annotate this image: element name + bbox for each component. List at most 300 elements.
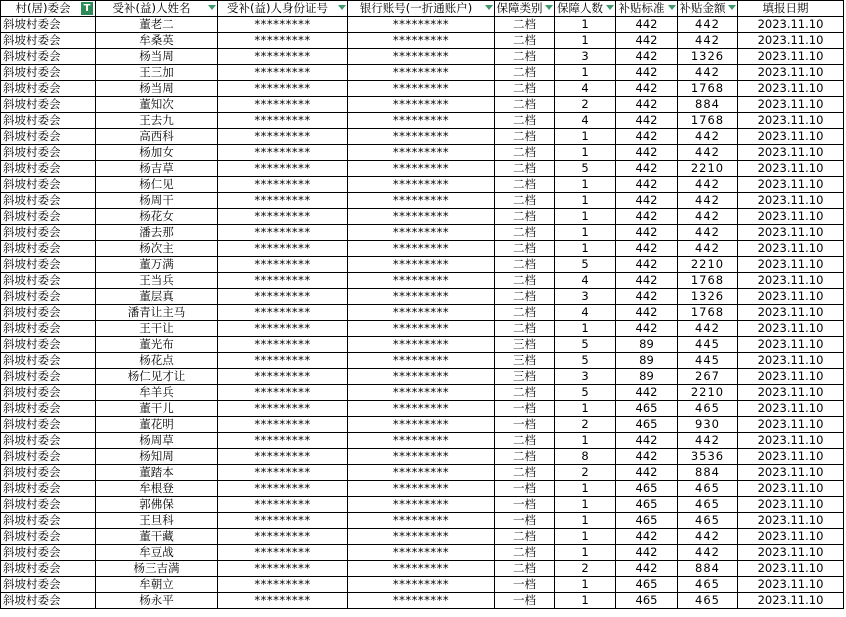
table-cell[interactable]: ********* — [218, 529, 348, 545]
table-cell[interactable]: 斜坡村委会 — [1, 33, 96, 49]
table-cell[interactable]: 5 — [555, 353, 616, 369]
table-cell[interactable]: 2023.11.10 — [738, 209, 844, 225]
table-cell[interactable]: 2023.11.10 — [738, 65, 844, 81]
chevron-down-icon[interactable] — [338, 5, 346, 10]
table-cell[interactable]: 1 — [555, 241, 616, 257]
table-cell[interactable]: 442 — [678, 33, 738, 49]
table-cell[interactable]: 442 — [678, 17, 738, 33]
table-cell[interactable]: ********* — [348, 81, 495, 97]
table-cell[interactable]: ********* — [218, 401, 348, 417]
table-cell[interactable]: ********* — [348, 337, 495, 353]
table-cell[interactable]: 二档 — [495, 289, 555, 305]
chevron-down-icon[interactable] — [485, 5, 493, 10]
table-cell[interactable]: 杨仁见 — [96, 177, 218, 193]
table-cell[interactable]: 1 — [555, 321, 616, 337]
table-cell[interactable]: 1 — [555, 193, 616, 209]
table-cell[interactable]: ********* — [348, 417, 495, 433]
table-cell[interactable]: 442 — [616, 545, 678, 561]
table-cell[interactable]: 465 — [678, 401, 738, 417]
table-cell[interactable]: ********* — [218, 33, 348, 49]
table-cell[interactable]: 445 — [678, 337, 738, 353]
table-cell[interactable]: 斜坡村委会 — [1, 433, 96, 449]
table-cell[interactable]: 二档 — [495, 241, 555, 257]
table-cell[interactable]: 1 — [555, 401, 616, 417]
table-cell[interactable]: 董干藏 — [96, 529, 218, 545]
table-cell[interactable]: ********* — [348, 305, 495, 321]
table-cell[interactable]: 465 — [678, 513, 738, 529]
table-cell[interactable]: ********* — [218, 545, 348, 561]
table-cell[interactable]: ********* — [348, 145, 495, 161]
table-cell[interactable]: 89 — [616, 353, 678, 369]
table-cell[interactable]: 牟桑英 — [96, 33, 218, 49]
table-cell[interactable]: 442 — [616, 305, 678, 321]
table-cell[interactable]: 斜坡村委会 — [1, 449, 96, 465]
column-header[interactable] — [218, 1, 348, 17]
table-cell[interactable]: 二档 — [495, 385, 555, 401]
table-cell[interactable]: 董干儿 — [96, 401, 218, 417]
table-cell[interactable]: 杨当周 — [96, 49, 218, 65]
table-cell[interactable]: 2023.11.10 — [738, 273, 844, 289]
chevron-down-icon[interactable] — [728, 5, 736, 10]
table-cell[interactable]: 89 — [616, 337, 678, 353]
table-cell[interactable]: 2023.11.10 — [738, 433, 844, 449]
chevron-down-icon[interactable] — [668, 5, 676, 10]
table-cell[interactable]: ********* — [348, 529, 495, 545]
table-cell[interactable]: ********* — [348, 129, 495, 145]
table-cell[interactable]: 2023.11.10 — [738, 417, 844, 433]
table-cell[interactable]: 杨知周 — [96, 449, 218, 465]
table-cell[interactable]: 442 — [616, 289, 678, 305]
table-cell[interactable]: 4 — [555, 273, 616, 289]
table-cell[interactable]: 斜坡村委会 — [1, 289, 96, 305]
table-cell[interactable]: 4 — [555, 113, 616, 129]
table-cell[interactable]: 884 — [678, 561, 738, 577]
table-cell[interactable]: ********* — [218, 289, 348, 305]
table-cell[interactable]: 442 — [616, 17, 678, 33]
table-cell[interactable]: 斜坡村委会 — [1, 401, 96, 417]
table-cell[interactable]: 斜坡村委会 — [1, 497, 96, 513]
table-cell[interactable]: 二档 — [495, 433, 555, 449]
table-cell[interactable]: 二档 — [495, 561, 555, 577]
table-cell[interactable]: 1 — [555, 145, 616, 161]
table-cell[interactable]: ********* — [218, 337, 348, 353]
table-cell[interactable]: 斜坡村委会 — [1, 465, 96, 481]
table-cell[interactable]: 董层真 — [96, 289, 218, 305]
table-cell[interactable]: ********* — [218, 593, 348, 609]
table-cell[interactable]: 2023.11.10 — [738, 545, 844, 561]
table-cell[interactable]: ********* — [348, 225, 495, 241]
table-cell[interactable]: ********* — [218, 209, 348, 225]
table-cell[interactable]: ********* — [218, 273, 348, 289]
table-cell[interactable]: 267 — [678, 369, 738, 385]
table-cell[interactable]: 442 — [678, 177, 738, 193]
table-cell[interactable]: 465 — [616, 593, 678, 609]
table-cell[interactable]: 442 — [616, 129, 678, 145]
table-cell[interactable]: 442 — [616, 385, 678, 401]
table-cell[interactable]: ********* — [348, 465, 495, 481]
table-cell[interactable]: 442 — [678, 145, 738, 161]
table-cell[interactable]: 斜坡村委会 — [1, 337, 96, 353]
table-cell[interactable]: 斜坡村委会 — [1, 481, 96, 497]
table-cell[interactable]: 442 — [616, 225, 678, 241]
table-cell[interactable]: 930 — [678, 417, 738, 433]
column-header[interactable] — [616, 1, 678, 17]
table-cell[interactable]: 一档 — [495, 497, 555, 513]
table-cell[interactable]: 2 — [555, 465, 616, 481]
table-cell[interactable]: 2023.11.10 — [738, 193, 844, 209]
table-cell[interactable]: 3 — [555, 289, 616, 305]
table-cell[interactable]: 一档 — [495, 513, 555, 529]
table-cell[interactable]: 2210 — [678, 257, 738, 273]
table-cell[interactable]: 442 — [678, 193, 738, 209]
filter-active-icon[interactable]: T — [81, 2, 93, 15]
table-cell[interactable]: 442 — [616, 257, 678, 273]
table-cell[interactable]: 442 — [616, 449, 678, 465]
table-cell[interactable]: 董光布 — [96, 337, 218, 353]
chevron-down-icon[interactable] — [545, 5, 553, 10]
table-cell[interactable]: 斜坡村委会 — [1, 209, 96, 225]
table-cell[interactable]: 442 — [678, 321, 738, 337]
table-cell[interactable]: 斜坡村委会 — [1, 577, 96, 593]
table-cell[interactable]: ********* — [218, 417, 348, 433]
table-cell[interactable]: 1 — [555, 497, 616, 513]
table-cell[interactable]: 1 — [555, 33, 616, 49]
table-cell[interactable]: 二档 — [495, 465, 555, 481]
table-cell[interactable]: 442 — [616, 145, 678, 161]
table-cell[interactable]: ********* — [218, 241, 348, 257]
table-cell[interactable]: 2023.11.10 — [738, 289, 844, 305]
table-cell[interactable]: 二档 — [495, 129, 555, 145]
table-cell[interactable]: 1768 — [678, 81, 738, 97]
column-header[interactable] — [96, 1, 218, 17]
table-cell[interactable]: 斜坡村委会 — [1, 97, 96, 113]
table-cell[interactable]: 斜坡村委会 — [1, 257, 96, 273]
chevron-down-icon[interactable] — [208, 5, 216, 10]
table-cell[interactable]: 二档 — [495, 209, 555, 225]
column-header[interactable] — [495, 1, 555, 17]
table-cell[interactable]: 一档 — [495, 401, 555, 417]
table-cell[interactable]: 2023.11.10 — [738, 321, 844, 337]
table-cell[interactable]: 465 — [616, 497, 678, 513]
table-cell[interactable]: 董万满 — [96, 257, 218, 273]
table-cell[interactable]: 2023.11.10 — [738, 129, 844, 145]
table-cell[interactable]: 牟朝立 — [96, 577, 218, 593]
table-cell[interactable]: 442 — [616, 529, 678, 545]
table-cell[interactable]: 斜坡村委会 — [1, 513, 96, 529]
table-cell[interactable]: 斜坡村委会 — [1, 81, 96, 97]
table-cell[interactable]: 1326 — [678, 289, 738, 305]
table-cell[interactable]: 斜坡村委会 — [1, 417, 96, 433]
table-cell[interactable]: 斜坡村委会 — [1, 529, 96, 545]
table-cell[interactable]: 2023.11.10 — [738, 49, 844, 65]
table-cell[interactable]: ********* — [218, 321, 348, 337]
table-cell[interactable]: 二档 — [495, 113, 555, 129]
column-header[interactable] — [1, 1, 96, 17]
table-cell[interactable]: 8 — [555, 449, 616, 465]
table-cell[interactable]: 斜坡村委会 — [1, 17, 96, 33]
table-cell[interactable]: ********* — [218, 49, 348, 65]
table-cell[interactable]: 杨仁见才让 — [96, 369, 218, 385]
table-cell[interactable]: 465 — [616, 401, 678, 417]
table-cell[interactable]: ********* — [348, 97, 495, 113]
table-cell[interactable]: 牟根登 — [96, 481, 218, 497]
table-cell[interactable]: 445 — [678, 353, 738, 369]
table-cell[interactable]: 1 — [555, 545, 616, 561]
table-cell[interactable]: 1 — [555, 529, 616, 545]
table-cell[interactable]: 884 — [678, 97, 738, 113]
table-cell[interactable]: ********* — [218, 65, 348, 81]
table-cell[interactable]: 2023.11.10 — [738, 17, 844, 33]
table-cell[interactable]: 465 — [678, 593, 738, 609]
table-cell[interactable]: 2 — [555, 561, 616, 577]
table-cell[interactable]: 1 — [555, 177, 616, 193]
table-cell[interactable]: 王当兵 — [96, 273, 218, 289]
table-cell[interactable]: 斜坡村委会 — [1, 177, 96, 193]
table-cell[interactable]: 牟豆战 — [96, 545, 218, 561]
column-header[interactable] — [678, 1, 738, 17]
table-cell[interactable]: 二档 — [495, 177, 555, 193]
table-cell[interactable]: 442 — [616, 241, 678, 257]
table-cell[interactable]: ********* — [348, 545, 495, 561]
table-cell[interactable]: ********* — [218, 113, 348, 129]
table-cell[interactable]: ********* — [348, 433, 495, 449]
table-cell[interactable]: 三档 — [495, 337, 555, 353]
table-cell[interactable]: ********* — [218, 257, 348, 273]
table-cell[interactable]: 3 — [555, 49, 616, 65]
table-cell[interactable]: 1768 — [678, 113, 738, 129]
table-cell[interactable]: 1 — [555, 65, 616, 81]
table-cell[interactable]: 442 — [616, 465, 678, 481]
table-cell[interactable]: 442 — [616, 97, 678, 113]
table-cell[interactable]: 2023.11.10 — [738, 353, 844, 369]
table-cell[interactable]: 潘去那 — [96, 225, 218, 241]
table-cell[interactable]: ********* — [218, 433, 348, 449]
table-cell[interactable]: ********* — [218, 177, 348, 193]
chevron-down-icon[interactable] — [606, 5, 614, 10]
table-cell[interactable]: 二档 — [495, 81, 555, 97]
table-cell[interactable]: 2023.11.10 — [738, 257, 844, 273]
table-cell[interactable]: 2023.11.10 — [738, 513, 844, 529]
table-cell[interactable]: ********* — [218, 97, 348, 113]
table-cell[interactable]: 斜坡村委会 — [1, 353, 96, 369]
table-cell[interactable]: 442 — [616, 65, 678, 81]
table-cell[interactable]: ********* — [218, 465, 348, 481]
table-cell[interactable]: 斜坡村委会 — [1, 369, 96, 385]
table-cell[interactable]: ********* — [348, 401, 495, 417]
table-cell[interactable]: ********* — [348, 257, 495, 273]
table-cell[interactable]: 1 — [555, 129, 616, 145]
table-cell[interactable]: 2023.11.10 — [738, 97, 844, 113]
table-cell[interactable]: ********* — [348, 449, 495, 465]
column-header[interactable] — [555, 1, 616, 17]
table-cell[interactable]: 杨吉草 — [96, 161, 218, 177]
table-cell[interactable]: 2023.11.10 — [738, 449, 844, 465]
table-cell[interactable]: 2023.11.10 — [738, 369, 844, 385]
table-cell[interactable]: 89 — [616, 369, 678, 385]
table-cell[interactable]: 潘青让主马 — [96, 305, 218, 321]
table-cell[interactable]: 2023.11.10 — [738, 113, 844, 129]
table-cell[interactable]: 442 — [678, 433, 738, 449]
table-cell[interactable]: ********* — [218, 305, 348, 321]
table-cell[interactable]: 5 — [555, 257, 616, 273]
table-cell[interactable]: 442 — [616, 161, 678, 177]
table-cell[interactable]: 杨三吉满 — [96, 561, 218, 577]
table-cell[interactable]: 斜坡村委会 — [1, 545, 96, 561]
table-cell[interactable]: ********* — [218, 17, 348, 33]
table-cell[interactable]: 2023.11.10 — [738, 481, 844, 497]
table-cell[interactable]: 斜坡村委会 — [1, 593, 96, 609]
table-cell[interactable]: ********* — [218, 561, 348, 577]
table-cell[interactable]: 郭佛保 — [96, 497, 218, 513]
table-cell[interactable]: 442 — [616, 561, 678, 577]
table-cell[interactable]: 董老二 — [96, 17, 218, 33]
table-cell[interactable]: 1 — [555, 17, 616, 33]
table-cell[interactable]: 2023.11.10 — [738, 401, 844, 417]
table-cell[interactable]: 王旦科 — [96, 513, 218, 529]
table-cell[interactable]: 2023.11.10 — [738, 561, 844, 577]
table-cell[interactable]: 2023.11.10 — [738, 177, 844, 193]
table-cell[interactable]: 1 — [555, 481, 616, 497]
table-cell[interactable]: ********* — [348, 289, 495, 305]
table-cell[interactable]: 2 — [555, 97, 616, 113]
table-cell[interactable]: 杨花女 — [96, 209, 218, 225]
table-cell[interactable]: 一档 — [495, 417, 555, 433]
table-cell[interactable]: ********* — [348, 385, 495, 401]
table-cell[interactable]: 5 — [555, 161, 616, 177]
table-cell[interactable]: 3536 — [678, 449, 738, 465]
table-cell[interactable]: ********* — [348, 33, 495, 49]
table-cell[interactable]: 二档 — [495, 225, 555, 241]
table-cell[interactable]: ********* — [218, 577, 348, 593]
table-cell[interactable]: ********* — [348, 321, 495, 337]
table-cell[interactable]: 442 — [616, 273, 678, 289]
table-cell[interactable]: 442 — [678, 65, 738, 81]
table-cell[interactable]: 杨加女 — [96, 145, 218, 161]
table-cell[interactable]: 2023.11.10 — [738, 337, 844, 353]
table-cell[interactable]: ********* — [348, 513, 495, 529]
table-cell[interactable]: 杨周草 — [96, 433, 218, 449]
table-cell[interactable]: 二档 — [495, 97, 555, 113]
table-cell[interactable]: ********* — [218, 353, 348, 369]
table-cell[interactable]: ********* — [348, 161, 495, 177]
table-cell[interactable]: ********* — [218, 129, 348, 145]
table-cell[interactable]: ********* — [348, 65, 495, 81]
table-cell[interactable]: 斜坡村委会 — [1, 129, 96, 145]
table-cell[interactable]: ********* — [218, 161, 348, 177]
table-cell[interactable]: 斜坡村委会 — [1, 193, 96, 209]
table-cell[interactable]: 王去九 — [96, 113, 218, 129]
table-cell[interactable]: 二档 — [495, 193, 555, 209]
table-cell[interactable]: 杨永平 — [96, 593, 218, 609]
table-cell[interactable]: 442 — [616, 193, 678, 209]
table-cell[interactable]: 二档 — [495, 529, 555, 545]
table-cell[interactable]: 442 — [616, 433, 678, 449]
table-cell[interactable]: 442 — [616, 49, 678, 65]
table-cell[interactable]: 442 — [616, 33, 678, 49]
table-cell[interactable]: ********* — [218, 225, 348, 241]
table-cell[interactable]: ********* — [218, 145, 348, 161]
table-cell[interactable]: 杨花点 — [96, 353, 218, 369]
table-cell[interactable]: 884 — [678, 465, 738, 481]
table-cell[interactable]: 465 — [678, 497, 738, 513]
table-cell[interactable]: 1 — [555, 433, 616, 449]
table-cell[interactable]: 斜坡村委会 — [1, 241, 96, 257]
table-cell[interactable]: 442 — [616, 81, 678, 97]
table-cell[interactable]: ********* — [218, 81, 348, 97]
table-cell[interactable]: ********* — [348, 497, 495, 513]
table-cell[interactable]: ********* — [348, 593, 495, 609]
table-cell[interactable]: 二档 — [495, 33, 555, 49]
table-cell[interactable]: 2023.11.10 — [738, 81, 844, 97]
table-cell[interactable]: 二档 — [495, 161, 555, 177]
table-cell[interactable]: 2023.11.10 — [738, 385, 844, 401]
table-cell[interactable]: 一档 — [495, 593, 555, 609]
table-cell[interactable]: 442 — [678, 129, 738, 145]
table-cell[interactable]: 2023.11.10 — [738, 529, 844, 545]
table-cell[interactable]: 442 — [678, 209, 738, 225]
table-cell[interactable]: 2210 — [678, 161, 738, 177]
table-cell[interactable]: ********* — [218, 369, 348, 385]
table-cell[interactable]: 2023.11.10 — [738, 497, 844, 513]
column-header[interactable] — [738, 1, 844, 17]
table-cell[interactable]: ********* — [348, 561, 495, 577]
table-cell[interactable]: 1768 — [678, 273, 738, 289]
table-cell[interactable]: 二档 — [495, 257, 555, 273]
table-cell[interactable]: 二档 — [495, 145, 555, 161]
table-cell[interactable]: 二档 — [495, 305, 555, 321]
table-cell[interactable]: 三档 — [495, 369, 555, 385]
table-cell[interactable]: 二档 — [495, 273, 555, 289]
table-cell[interactable]: 杨周干 — [96, 193, 218, 209]
table-cell[interactable]: 442 — [678, 545, 738, 561]
table-cell[interactable]: 2023.11.10 — [738, 33, 844, 49]
table-cell[interactable]: 1 — [555, 577, 616, 593]
table-cell[interactable]: ********* — [348, 273, 495, 289]
table-cell[interactable]: 斜坡村委会 — [1, 65, 96, 81]
table-cell[interactable]: 465 — [616, 577, 678, 593]
table-cell[interactable]: 斜坡村委会 — [1, 561, 96, 577]
table-cell[interactable]: 斜坡村委会 — [1, 161, 96, 177]
table-cell[interactable]: 442 — [678, 225, 738, 241]
column-header[interactable] — [348, 1, 495, 17]
table-cell[interactable]: 442 — [616, 177, 678, 193]
table-cell[interactable]: 2023.11.10 — [738, 241, 844, 257]
table-cell[interactable]: 1 — [555, 225, 616, 241]
table-cell[interactable]: 二档 — [495, 321, 555, 337]
table-cell[interactable]: ********* — [348, 241, 495, 257]
table-cell[interactable]: 二档 — [495, 65, 555, 81]
table-cell[interactable]: 1 — [555, 513, 616, 529]
table-cell[interactable]: ********* — [218, 497, 348, 513]
table-cell[interactable]: 一档 — [495, 577, 555, 593]
table-cell[interactable]: 杨次主 — [96, 241, 218, 257]
table-cell[interactable]: 斜坡村委会 — [1, 321, 96, 337]
table-cell[interactable]: 2023.11.10 — [738, 465, 844, 481]
table-cell[interactable]: 465 — [616, 481, 678, 497]
table-cell[interactable]: 4 — [555, 305, 616, 321]
table-cell[interactable]: 董花明 — [96, 417, 218, 433]
table-cell[interactable]: 二档 — [495, 49, 555, 65]
table-cell[interactable]: 董知次 — [96, 97, 218, 113]
table-cell[interactable]: ********* — [348, 113, 495, 129]
table-cell[interactable]: 2023.11.10 — [738, 305, 844, 321]
table-cell[interactable]: ********* — [348, 369, 495, 385]
table-cell[interactable]: 2 — [555, 417, 616, 433]
table-cell[interactable]: 442 — [678, 529, 738, 545]
table-cell[interactable]: 斜坡村委会 — [1, 305, 96, 321]
table-cell[interactable]: 斜坡村委会 — [1, 49, 96, 65]
table-cell[interactable]: 3 — [555, 369, 616, 385]
